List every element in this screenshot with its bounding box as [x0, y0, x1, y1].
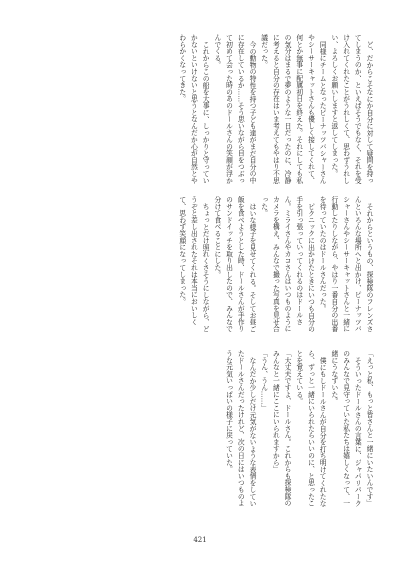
paragraph: 同様にチームとなったピーナッツバシャーさんやシーサーキャットさんも優しく接してくれて、何とか無事に配属初日を終えた。それにしても私の気分はまるで夢のような一日だったのに、冷静に考えると自分の存在はいま考えてもやはり不思議だった。 — [259, 34, 327, 184]
paragraph: ピクニックに出かけたときにいつも自分の手を引っ張っていってくれるのはドールさん。ミライさんやカコさんはいつものようにカメラを構え、みんなで撮った写真を見せ合った。 — [259, 196, 315, 332]
paragraph: それからというもの、探検隊のフレンズさんといろんな場所へと出かけ、ピーナッツバシャーさんやシーサーキャットさんと一緒に行動したりしながら、やはり一番自分の出番を待っていたのはドールさんだった。 — [318, 196, 373, 332]
text-tier-middle — [24, 196, 374, 338]
page-number: 421 — [193, 536, 207, 544]
dialogue-line: 「えっと私、もっと皆さんと一緒にいたいんです」 — [365, 350, 373, 507]
paragraph: そういったドールさんの言葉に、ジャパリパークのみんなで見守っていた私たちは嬉しくなって、一緒にうなずいた。 — [329, 350, 362, 507]
paragraph: なんだか少しだけ元気がないような表情をしていたドールさんだったけれど、次の日にはいつものような元気いっぱいの様子に戻っていた。 — [224, 350, 256, 507]
dialogue-line: 「大丈夫ですよ、ドールさん。これからも探検隊のみんなと一緒にここにいられますから」 — [271, 350, 292, 507]
dialogue-line: 「うん、うん……」 — [259, 350, 268, 412]
text-tier-bottom — [24, 350, 374, 510]
paragraph: 僕にもしドールさんが自分を打ち明けてくれたなら、ずっと一緒にいられたらいいのに、と思ったことを覚えている。 — [294, 350, 327, 507]
paragraph: これからこの船を大事に、しっかりと守っていかないといけないと思うとなんだか心が自然とやわらかくなってきた。 — [177, 34, 210, 184]
paragraph: ど、だからこそなにか自分に対して疑問を持ってしまうのか、といえばそうでもなく、それを受け入れてくれたことがうれしくて、思わずうれしい、よろしくお願いしますと返してしまった。 — [329, 34, 373, 184]
text-tier-top — [24, 34, 374, 184]
paragraph: 今の動物の特性を持つ子ども達がまだ自分の中に存在しているか……そう思いながら目をつぶって初めて会った時のあのドールさんの笑顔が浮かんでくる。 — [212, 34, 256, 184]
paragraph: はいな様子を見せてくれる。そしてお昼ご飯を食べようとした時、ドールさんが手作りのサンドイッチを取り出したので、みんなで分けて食べることにした。 — [212, 196, 256, 332]
paragraph: ちょっとだけ照れくさそうにしながら、どうぞと差し出されたそれは本当においしくて、思わず笑顔になってしまった。 — [177, 196, 210, 332]
